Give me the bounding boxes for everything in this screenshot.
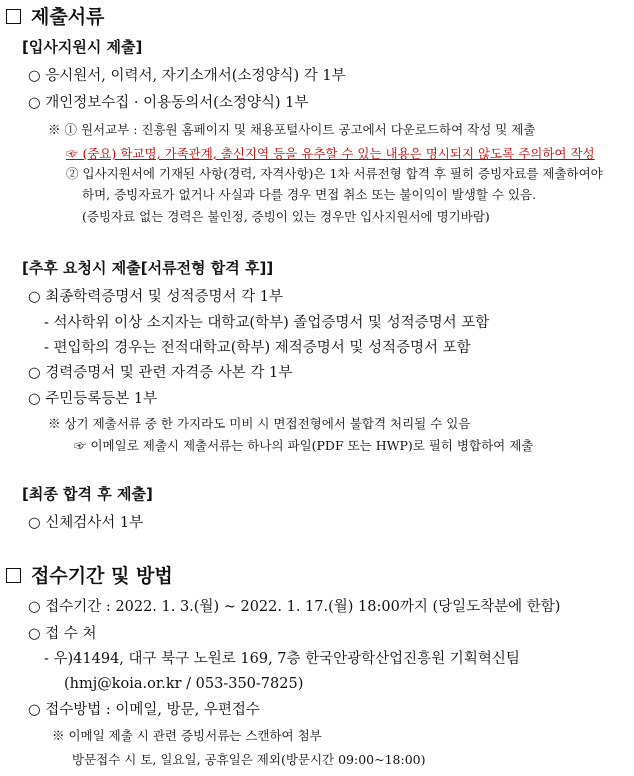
section-title-reception: 접수기간 및 방법 [6,567,173,586]
list-item: ○ 최종학력증명서 및 성적증명서 각 1부 [28,289,284,305]
warning-note: ☞ (중요) 학교명, 가족관계, 출신지역 등을 유추할 수 있는 내용은 명시되지 않도록 주의하여 작성 [66,146,595,161]
list-item: ○ 응시원서, 이력서, 자기소개서(소정양식) 각 1부 [28,68,346,84]
note-item: 하며, 증빙자료가 없거나 사실과 다를 경우 면접 취소 또는 불이익이 발생할 수 있음. [82,187,537,202]
list-item: ○ 주민등록등본 1부 [28,391,158,407]
subheading-later-request: [추후 요청시 제출[서류전형 합격 후]] [22,259,274,277]
note-item: ② 입사지원서에 기재된 사항(경력, 자격사항)은 1차 서류전형 합격 후 필히 증빙자료를 제출하여야 [66,166,603,181]
list-item: - 편입학의 경우는 전적대학교(학부) 제적증명서 및 성적증명서 포함 [44,340,471,356]
list-item: ○ 신체검사서 1부 [28,515,144,531]
note-item: ☞ 이메일로 제출시 제출서류는 하나의 파일(PDF 또는 HWP)로 필히 병합하여 제출 [74,438,534,453]
section-title-documents: 제출서류 [6,8,104,27]
note-item: 방문접수 시 토, 일요일, 공휴일은 제외(방문시간 09:00~18:00) [72,752,426,767]
note-item: ※ ① 원서교부 : 진흥원 홈페이지 및 채용포털사이트 공고에서 다운로드하여 작성 및 제출 [48,122,536,137]
checkbox-square-icon [6,568,21,583]
note-item: ※ 상기 제출서류 중 한 가지라도 미비 시 면접전형에서 불합격 처리될 수 있음 [48,416,471,431]
list-item: - 우)41494, 대구 북구 노원로 169, 7층 한국안광학산업진흥원 기획혁신팀 [44,651,520,667]
subheading-application: [입사지원시 제출] [22,38,143,56]
subheading-final: [최종 합격 후 제출] [22,485,153,503]
checkbox-square-icon [6,9,21,24]
list-item: - 석사학위 이상 소지자는 대학교(학부) 졸업증명서 및 성적증명서 포함 [44,315,490,331]
note-item: (증빙자료 없는 경력은 불인정, 증빙이 있는 경우만 입사지원서에 명기바람) [82,209,490,224]
list-item: ○ 접수방법 : 이메일, 방문, 우편접수 [28,702,260,718]
list-item: ○ 경력증명서 및 관련 자격증 사본 각 1부 [28,365,293,381]
list-item: ○ 접수기간 : 2022. 1. 3.(월) ~ 2022. 1. 17.(월) 18:00까지 (당일도착분에 한함) [28,599,561,615]
list-item: ○ 개인정보수집 · 이용동의서(소정양식) 1부 [28,95,309,111]
note-item: ※ 이메일 제출 시 관련 증빙서류는 스캔하여 첨부 [52,728,322,743]
list-item: ○ 접 수 처 [28,626,97,642]
contact-info: (hmj@koia.or.kr / 053-350-7825) [64,676,304,692]
